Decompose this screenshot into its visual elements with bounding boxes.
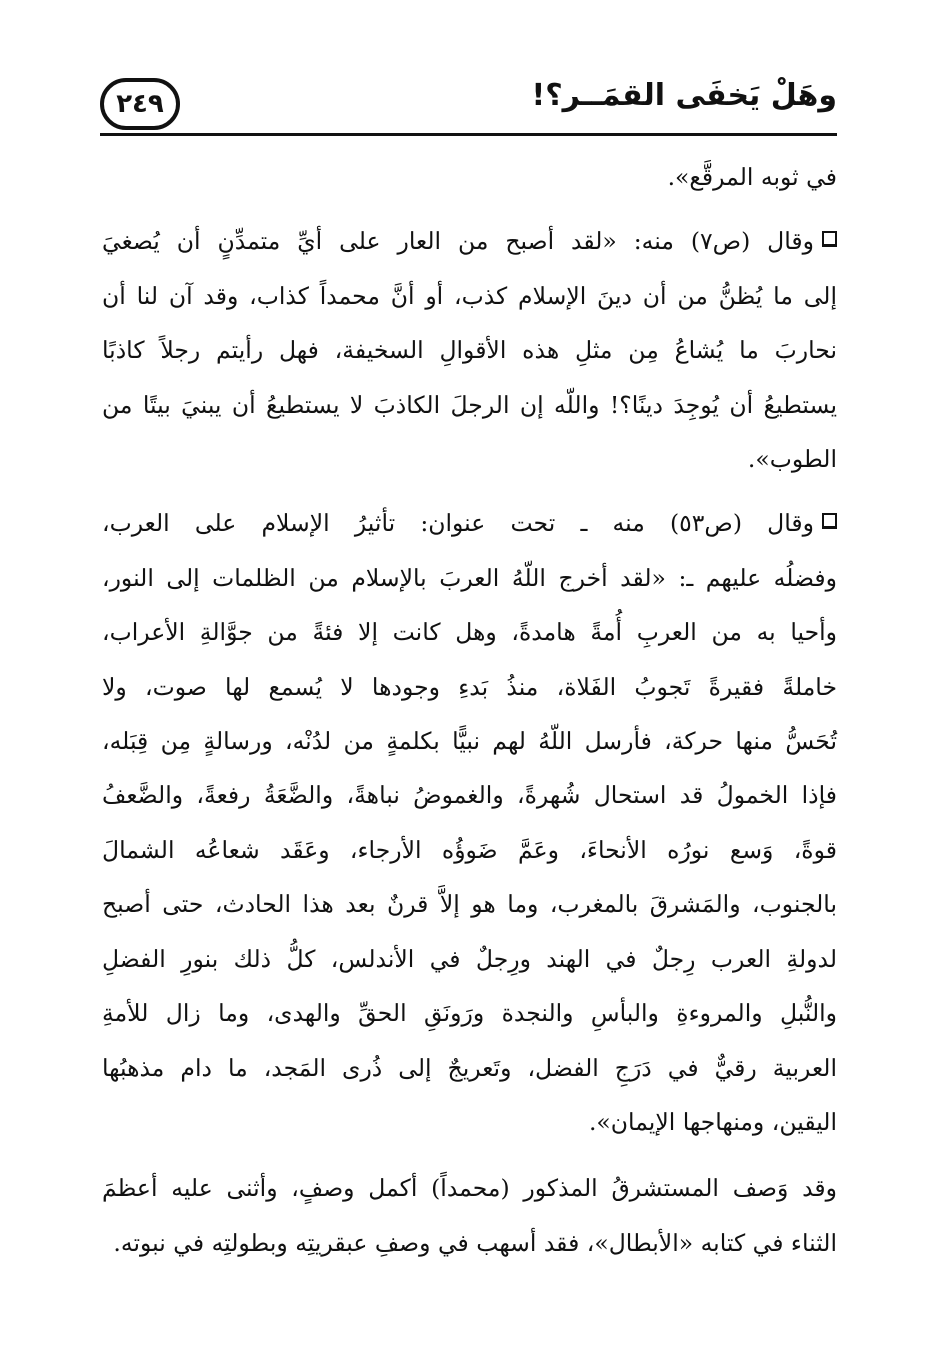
text-line: فإذا الخمولُ قد استحال شُهرةً، والغموضُ نباهةً، والضَّعَةُ رفعةً، والضَّعفُ [102,781,837,810]
text-line-with-bullet [102,496,837,550]
text-line: لدولةِ العرب رِجلٌ في الهند ورِجلٌ في الأندلس، كلُّ ذلك بنورِ الفضلِ [102,944,837,973]
text-line: تُحَسُّ منها حركة، فأرسل اللّهُ لهم نبيًّا بكلمةٍ من لدُنْه، ورسالةٍ مِن قِبَله، [102,727,837,756]
text-line: العربية رقيٌّ في دَرَجِ الفضل، وتَعريجٌ إلى ذُرى المَجد، ما دام مذهبُها [102,1053,837,1082]
text-line: اليقين، ومنهاجها الإيمان». [588,1107,837,1136]
text-line: وقد وَصف المستشرقُ المذكور (محمداً) أكمل وصفٍ، وأثنى عليه أعظمَ [102,1174,837,1203]
text-line: والنُّبلِ والمروءةِ والبأسِ والنجدة ورَونَقِ الحقِّ والهدى، وما زال للأمةِ [102,999,837,1028]
text-body [102,150,837,1270]
bullet-square-icon [822,513,837,529]
header-rule [100,133,837,136]
paragraph-quote-end [102,150,837,204]
text-line: يستطيعُ أن يُوجِدَ دينًا؟! واللّه إن الرجلَ الكاذبَ لا يستطيعُ أن يبنيَ بيتًا من [102,390,837,419]
bullet-square-icon [822,231,837,247]
text-line-content: وقال (ص٧) منه: «لقد أصبح من العار على أيِّ متمدِّنٍ أن يُصغيَ [102,227,814,256]
paragraph-description [102,1161,837,1270]
text-line: إلى ما يُظنُّ من أن دينَ الإسلام كذب، أو أنَّ محمداً كذاب، وقد آن لنا أن [102,281,837,310]
text-line-with-bullet [102,214,837,268]
page-number-badge: ٢٤٩ [100,78,180,130]
text-line: وفضلُه عليهم ـ: «لقد أخرج اللّهُ العربَ بالإسلام من الظلمات إلى النور، [102,563,837,592]
text-line: بالجنوب، والمَشرقَ بالمغرب، وما هو إلاَّ قرنٌ بعد هذا الحادث، حتى أصبح [102,890,837,919]
text-line-content: وقال (ص٥٣) منه ـ تحت عنوان: تأثيرُ الإسلام على العرب، [102,509,814,538]
text-line: نحاربَ ما يُشاعُ مِن مثلِ هذه الأقوالِ السخيفة، فهل رأيتم رجلاً كاذبًا [102,336,837,365]
text-line: في ثوبه المرقَّع». [667,163,837,191]
paragraph-quote-p7 [102,214,837,486]
running-title: وهَلْ يَخفَى القمَــر؟! [531,78,837,113]
text-line: وأحيا به من العربِ أُمةً هامدةً، وهل كانت إلا فئةً من جوَّالةِ الأعراب، [102,618,837,647]
paragraph-quote-p53 [102,496,837,1149]
text-line: الثناء في كتابه «الأبطال»، فقد أسهب في وصفِ عبقريتِه وبطولتِه في نبوته. [113,1228,837,1257]
text-line: قوةً، وَسع نورُه الأنحاءَ، وعَمَّ ضَوؤُه الأرجاء، وعَقَد شعاعُه الشمالَ [102,835,837,864]
text-line: الطوب». [747,445,837,474]
text-line: خاملةً فقيرةً تَجوبُ الفَلاة، منذُ بَدءِ وجودها لا يُسمع لها صوت، ولا [102,672,837,701]
